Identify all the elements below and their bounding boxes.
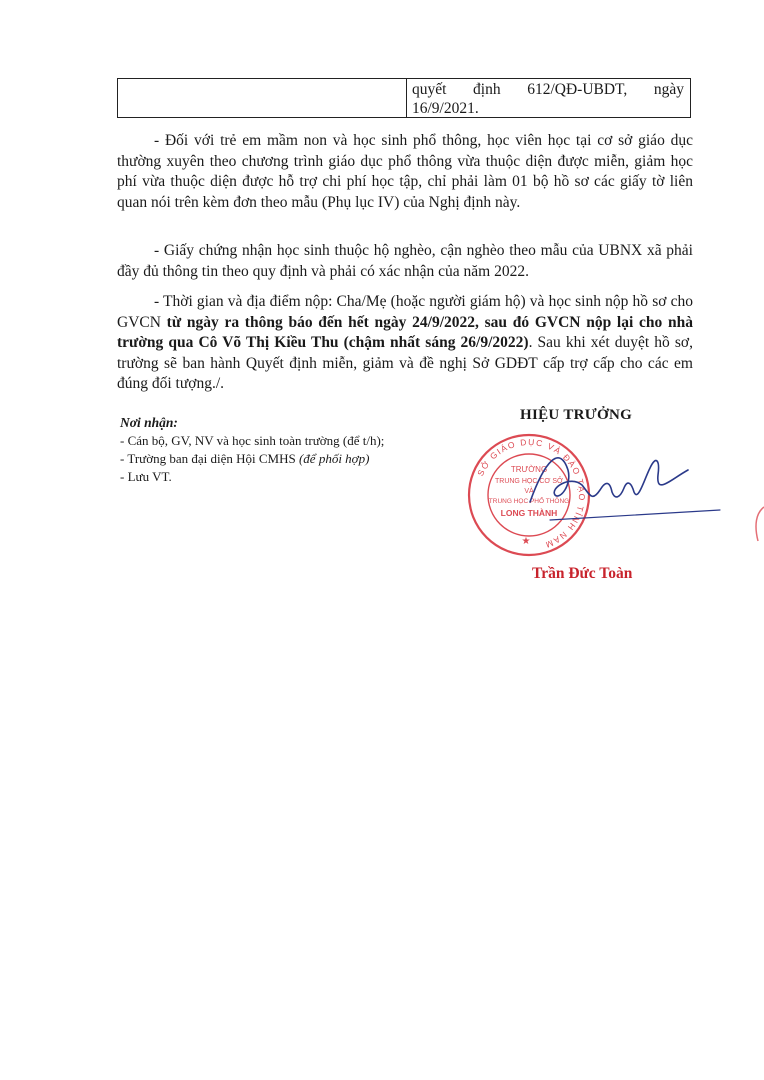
stamp-line-4: TRUNG HỌC PHỔ THÔNG <box>488 498 570 505</box>
signature-underline <box>550 510 720 520</box>
table-word-3: 612/QĐ-UBDT, <box>527 81 628 98</box>
signature-stroke <box>530 458 688 502</box>
paragraph-submission-time <box>117 292 693 395</box>
stamp-line-1: TRƯỜNG <box>510 465 548 474</box>
stamp-star-icon: ★ <box>521 536 531 547</box>
stamp-ring-label: SỞ GIÁO DỤC VÀ ĐÀO TẠO TỈNH NAM <box>475 436 588 551</box>
signature-scribble <box>520 440 730 530</box>
table-word-1: quyết <box>412 81 447 98</box>
stamp-line-3: VÀ <box>524 488 534 495</box>
recipient-item-1: - Cán bộ, GV, NV và học sinh toàn trường (để t/h); <box>120 433 385 448</box>
recipients-title: Nơi nhận: <box>120 415 178 430</box>
stamp-line-2: TRUNG HỌC CƠ SỞ <box>494 478 564 485</box>
stamp-line-5: LONG THÀNH <box>500 508 558 518</box>
table-word-2: định <box>473 81 501 98</box>
submission-text-start: - Thời gian và địa điểm nộp: Cha/Mẹ (hoặc người giám hộ) và học sinh nộp hồ sơ cho GVCN <box>117 293 693 331</box>
table-fragment <box>117 78 691 118</box>
adjacent-stamp-edge <box>750 505 764 545</box>
submission-text-end: . Sau khi xét duyệt hồ sơ, trường sẽ ban hành Quyết định miễn, giảm và đề nghị Sở GDĐT cấp trợ cấp cho các em đúng đối tượng./. <box>117 334 693 392</box>
table-cell-decision <box>412 80 684 118</box>
table-cell-line-2: 16/9/2021. <box>412 100 479 117</box>
recipients-block <box>120 414 480 486</box>
recipient-item-2-italic: (để phối hợp) <box>298 451 370 466</box>
recipient-item-2 <box>120 450 480 468</box>
table-cell-line-1 <box>412 80 684 99</box>
table-word-4: ngày <box>653 81 684 98</box>
table-column-divider <box>406 79 407 117</box>
recipient-item-2-text: - Trường ban đại diện Hội CMHS <box>120 451 299 466</box>
recipient-item-3: - Lưu VT. <box>120 469 172 484</box>
principal-title: HIỆU TRƯỞNG <box>520 407 633 423</box>
submission-deadline-bold: từ ngày ra thông báo đến hết ngày 24/9/2022, sau đó GVCN nộp lại cho nhà trường qua Cô Võ Thị Kiều Thu (chậm nhất sáng 26/9/2022) <box>117 313 693 351</box>
paragraph-poverty-certificate: - Giấy chứng nhận học sinh thuộc hộ nghèo, cận nghèo theo mẫu của UBNX xã phải đầy đủ thông tin theo quy định và phải có xác nhận của năm 2022. <box>117 242 693 280</box>
paragraph-exemption-note: - Đối với trẻ em mầm non và học sinh phổ thông, học viên học tại cơ sở giáo dục thường xuyên theo chương trình giáo dục phổ thông vừa thuộc diện được miễn, giảm học phí vừa thuộc diện được hỗ trợ chi phí học tập, chỉ phải làm 01 bộ hồ sơ các giấy tờ liên quan nói trên kèm đơn theo mẫu (Phụ lục IV) của Nghị định này. <box>117 132 693 211</box>
signer-name: Trần Đức Toàn <box>532 565 633 582</box>
